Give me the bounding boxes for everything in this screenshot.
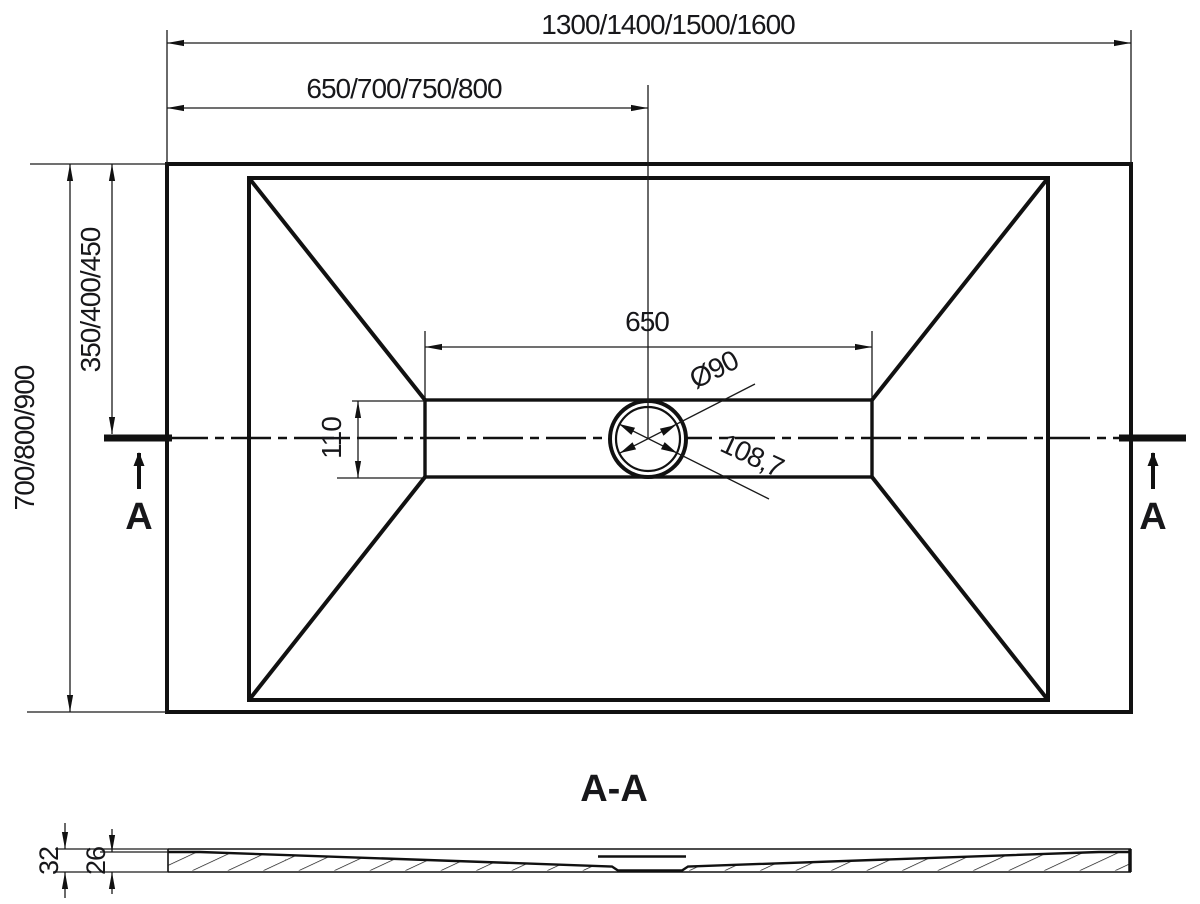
dim-channel-length: 650: [625, 306, 669, 337]
dim-base-thickness: 26: [81, 846, 111, 876]
plan-view: [9, 9, 1186, 712]
section-label-left: A: [125, 496, 153, 538]
extension-lines: [27, 30, 1131, 712]
dim-drain-diameter: Ø90: [684, 344, 743, 395]
dim-overall-depth: 700/800/900: [9, 365, 40, 511]
dim-channel-width: 110: [316, 417, 347, 459]
dim-total-thickness: 32: [34, 846, 64, 876]
section-title: A-A: [580, 768, 648, 810]
dim-drain-offset-y: 350/400/450: [75, 227, 106, 373]
section-view: [34, 768, 1131, 898]
section-label-right: A: [1139, 496, 1167, 538]
dim-overall-width: 1300/1400/1500/1600: [541, 9, 795, 40]
section-cut-marker-left: [104, 438, 172, 489]
section-extension-lines: [55, 849, 168, 872]
dim-drain-offset-x: 650/700/750/800: [306, 73, 502, 104]
dim-drain-diagonal: 108,7: [715, 427, 789, 484]
dimension-lines: [70, 43, 1131, 712]
